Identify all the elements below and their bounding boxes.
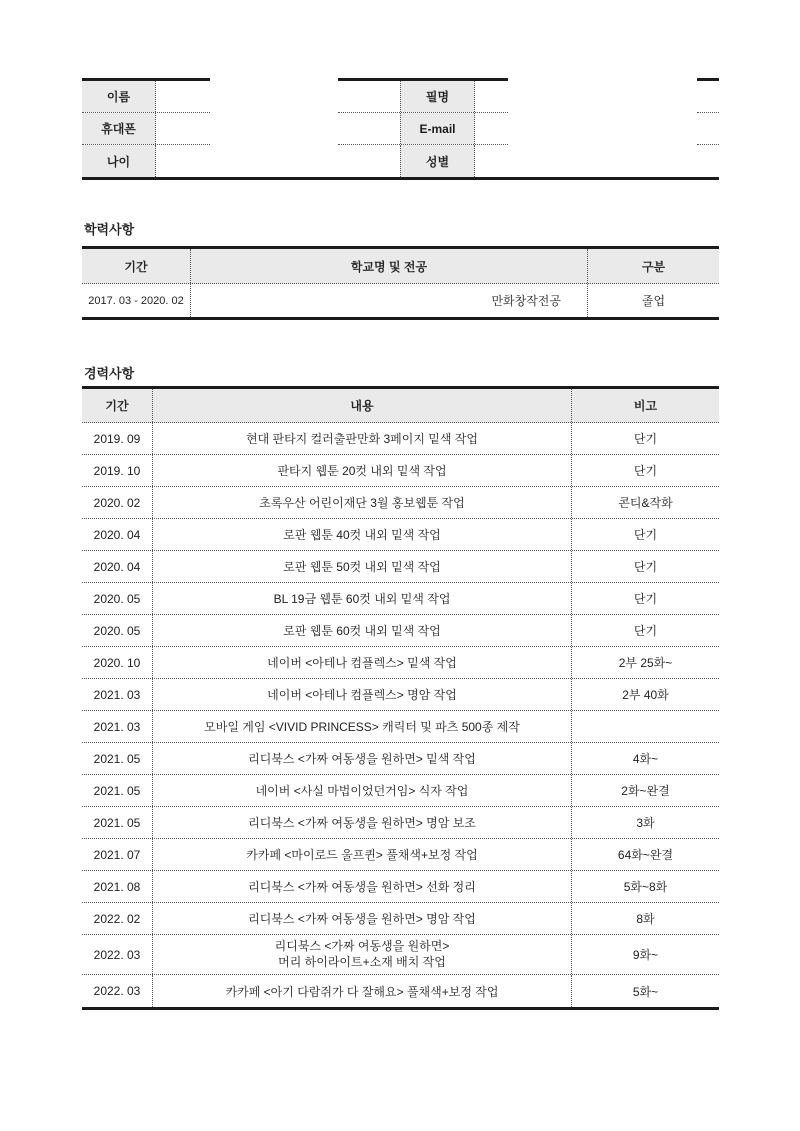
career-period-cell: 2021. 07 [93,847,141,862]
education-category-cell: 졸업 [641,294,666,308]
education-col-category: 구분 [641,259,666,274]
personal-info-table [82,78,719,180]
career-content-cell: 네이버 <아테나 컴플렉스> 명암 작업 [152,679,572,710]
career-content-cell: 판타지 웹툰 20컷 내외 밑색 작업 [152,455,572,486]
career-note-cell [572,711,719,742]
career-period-cell: 2022. 03 [93,947,141,962]
info-row-age [82,145,210,177]
education-period-cell: 2017. 03 - 2020. 02 [88,294,184,307]
career-content-cell: 네이버 <사실 마법이었던거임> 식자 작업 [152,775,572,806]
career-row [82,455,719,487]
career-col-period: 기간 [105,399,129,413]
career-note-cell: 단기 [633,592,658,606]
penname-value [475,81,508,112]
career-period-cell: 2020. 10 [93,655,141,670]
career-content-cell: 카카페 <마이로드 울프퀸> 풀채색+보정 작업 [152,839,572,870]
career-row [82,583,719,615]
email-value [475,113,508,144]
education-header-row [82,249,719,284]
gender-value [475,145,508,177]
career-note-cell: 3화 [636,816,655,830]
career-period-cell: 2020. 02 [93,495,141,510]
info-table-right-edge [697,78,719,177]
career-row [82,551,719,583]
career-period-cell: 2020. 05 [93,591,141,606]
career-note-cell: 5화~ [632,984,659,999]
career-content-cell: 카카페 <아기 다람쥐가 다 잘해요> 풀채색+보정 작업 [152,975,572,1007]
career-content-line-1: 리디북스 <가짜 여동생을 원하면> [274,938,450,953]
info-row-name [82,81,210,113]
career-note-cell: 단기 [633,560,658,574]
education-section-heading: 학력사항 [84,222,135,237]
gender-label: 성별 [400,145,475,177]
email-label: E-mail [400,113,475,144]
career-content-cell: 리디북스 <가짜 여동생을 원하면> 밑색 작업 [152,743,572,774]
career-row [82,839,719,871]
career-note-cell: 8화 [636,912,655,926]
career-period-cell: 2021. 08 [93,879,141,894]
career-row [82,615,719,647]
info-group-left [82,78,210,177]
career-header-row [82,389,719,423]
education-col-period: 기간 [124,259,148,274]
info-row-email [338,113,508,145]
career-period-cell: 2021. 03 [93,719,141,734]
career-row [82,975,719,1007]
career-note-cell: 콘티&작화 [618,496,673,510]
career-period-cell: 2020. 04 [93,559,141,574]
career-content-cell [152,935,572,974]
name-label: 이름 [82,81,156,112]
career-row [82,807,719,839]
age-label: 나이 [82,145,156,177]
info-row-phone [82,113,210,145]
career-period-cell: 2021. 05 [93,815,141,830]
career-period-cell: 2021. 05 [93,751,141,766]
career-content-cell: 현대 판타지 컬러출판만화 3페이지 밑색 작업 [152,423,572,454]
career-content-cell: 로판 웹툰 60컷 내외 밑색 작업 [152,615,572,646]
age-value [156,145,210,177]
career-note-cell: 5화~8화 [623,880,668,894]
spacer [338,113,400,144]
career-note-cell: 2화~완결 [621,784,670,798]
career-content-cell: 리디북스 <가짜 여동생을 원하면> 명암 작업 [152,903,572,934]
career-content-cell: 초록우산 어린이재단 3월 홍보웹툰 작업 [152,487,572,518]
name-value [156,81,210,112]
career-row [82,871,719,903]
career-note-cell: 4화~ [632,752,659,766]
career-row [82,487,719,519]
penname-label: 필명 [400,81,475,112]
career-row [82,423,719,455]
career-content-cell: 리디북스 <가짜 여동생을 원하면> 명암 보조 [152,807,572,838]
career-note-cell: 단기 [633,528,658,542]
career-col-note: 비고 [633,399,658,413]
education-row [82,284,719,317]
info-row-gender [338,145,508,177]
education-table [82,246,719,320]
career-note-cell: 9화~ [632,948,659,962]
career-period-cell: 2019. 10 [93,463,141,478]
career-note-cell: 2부 25화~ [618,656,673,670]
phone-value [156,113,210,144]
career-row [82,743,719,775]
career-content-cell: 모바일 게임 <VIVID PRINCESS> 캐릭터 및 파츠 500종 제작 [152,711,572,742]
career-note-cell: 2부 40화 [622,688,669,702]
career-row [82,679,719,711]
career-period-cell: 2020. 05 [93,623,141,638]
phone-label: 휴대폰 [82,113,156,144]
info-row-penname [338,81,508,113]
spacer [338,145,400,177]
career-period-cell: 2019. 09 [93,431,141,446]
education-school-cell: 만화창작전공 [190,284,588,317]
career-period-cell: 2022. 03 [93,984,141,998]
career-content-cell: 네이버 <아테나 컴플렉스> 밑색 작업 [152,647,572,678]
career-content-cell: 리디북스 <가짜 여동생을 원하면> 선화 정리 [152,871,572,902]
career-section-heading: 경력사항 [84,366,135,381]
career-content-line-2: 머리 하이라이트+소재 배치 작업 [278,954,446,969]
career-period-cell: 2021. 03 [93,687,141,702]
career-note-cell: 64화~완결 [617,848,674,862]
career-row [82,903,719,935]
career-note-cell: 단기 [633,624,658,638]
career-col-content: 내용 [152,389,572,422]
career-row [82,647,719,679]
career-row [82,519,719,551]
career-period-cell: 2021. 05 [93,783,141,798]
education-col-school: 학교명 및 전공 [190,249,588,283]
career-period-cell: 2022. 02 [93,911,141,926]
spacer [338,81,400,112]
career-content-cell: 로판 웹툰 40컷 내외 밑색 작업 [152,519,572,550]
career-period-cell: 2020. 04 [93,527,141,542]
career-content-cell: 로판 웹툰 50컷 내외 밑색 작업 [152,551,572,582]
info-group-right [338,78,508,177]
career-row [82,935,719,975]
career-table [82,386,719,1010]
career-content-cell: BL 19금 웹툰 60컷 내외 밑색 작업 [152,583,572,614]
career-row [82,775,719,807]
career-note-cell: 단기 [633,432,658,446]
career-note-cell: 단기 [633,464,658,478]
career-row [82,711,719,743]
